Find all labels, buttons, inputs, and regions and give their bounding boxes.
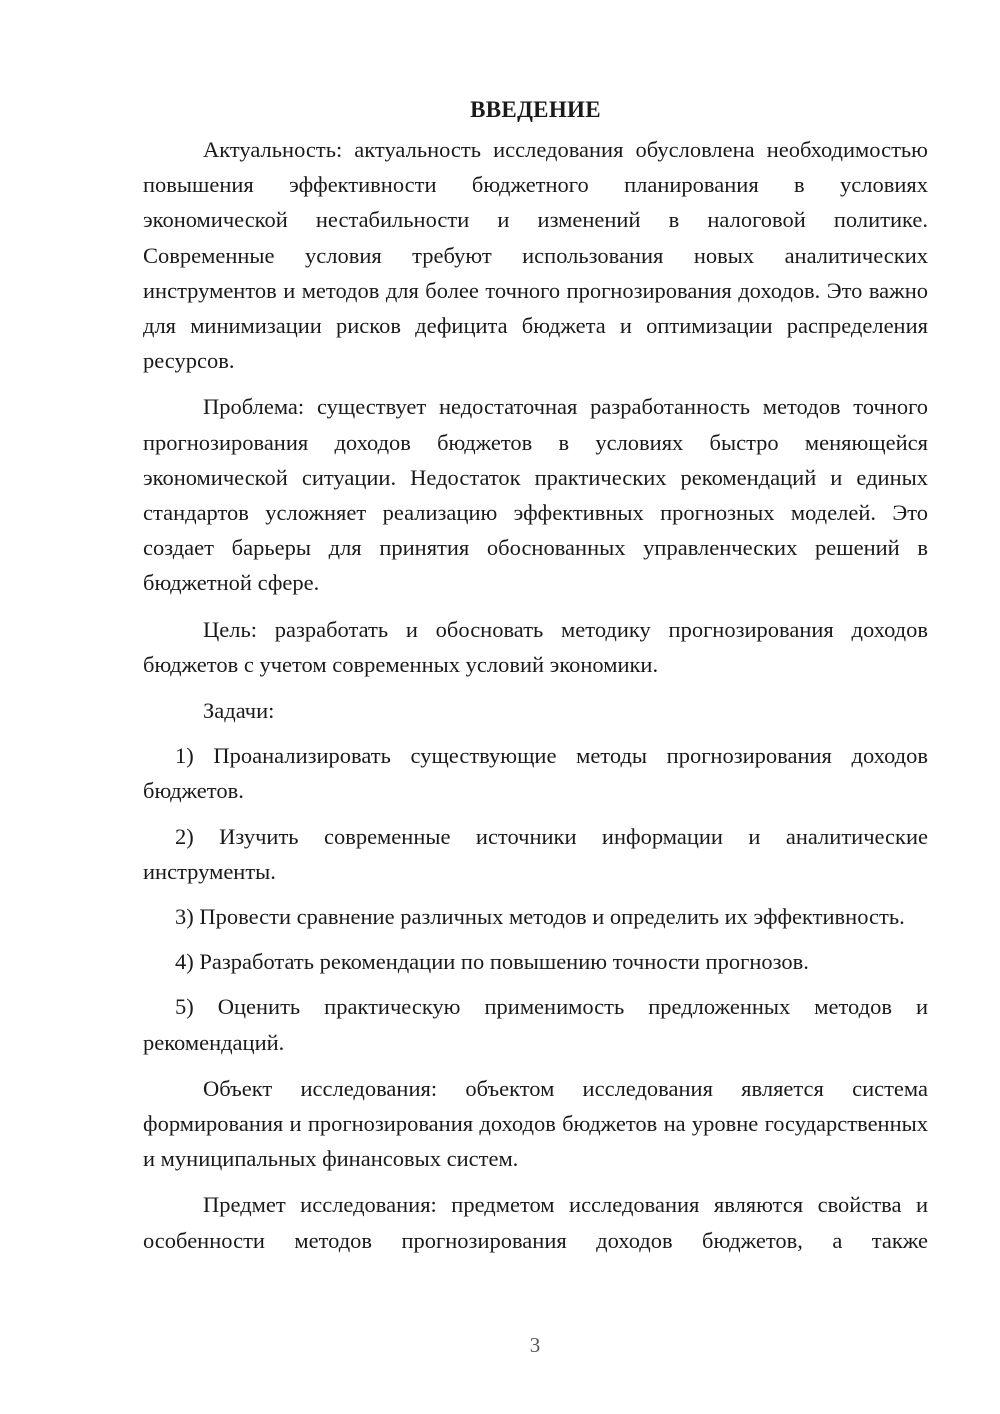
task-item-3: 3) Провести сравнение различных методов и определить их эффективность.	[175, 904, 905, 930]
task-item-4: 4) Разработать рекомендации по повышению точности прогнозов.	[175, 949, 809, 975]
task-item-1: 1) Проанализировать существующие методы прогнозирования доходов бюджетов.	[143, 743, 928, 804]
tasks-label: Задачи:	[203, 698, 275, 724]
document-page	[143, 90, 928, 1258]
relevance-paragraph: Актуальность: актуальность исследования обусловлена необходимостью повышения эффективности бюджетного планирования в условиях экономической нестабильности и изменений в налоговой политике. Современные условия требуют использования новых аналитических инструментов и методов для более точного прогнозирования доходов. Это важно для минимизации рисков дефицита бюджета и оптимизации распределения ресурсов.	[143, 137, 928, 374]
goal-paragraph: Цель: разработать и обосновать методику прогнозирования доходов бюджетов с учетом современных условий экономики.	[143, 616, 928, 677]
task-item-2: 2) Изучить современные источники информации и аналитические инструменты.	[143, 823, 928, 884]
task-item-5: 5) Оценить практическую применимость предложенных методов и рекомендаций.	[143, 994, 928, 1055]
page-number: 3	[529, 1333, 541, 1357]
subject-paragraph: Предмет исследования: предметом исследования являются свойства и особенности методов прогнозирования доходов бюджетов, а также	[143, 1192, 928, 1253]
object-paragraph: Объект исследования: объектом исследования является система формирования и прогнозирования доходов бюджетов на уровне государственных и муниципальных финансовых систем.	[143, 1075, 928, 1172]
section-title: ВВЕДЕНИЕ	[470, 97, 601, 122]
problem-paragraph: Проблема: существует недостаточная разработанность методов точного прогнозирования доходов бюджетов в условиях быстро меняющейся экономической ситуации. Недостаток практических рекомендаций и единых стандартов усложняет реализацию эффективных прогнозных моделей. Это создает барьеры для принятия обоснованных управленческих решений в бюджетной сфере.	[143, 394, 928, 596]
